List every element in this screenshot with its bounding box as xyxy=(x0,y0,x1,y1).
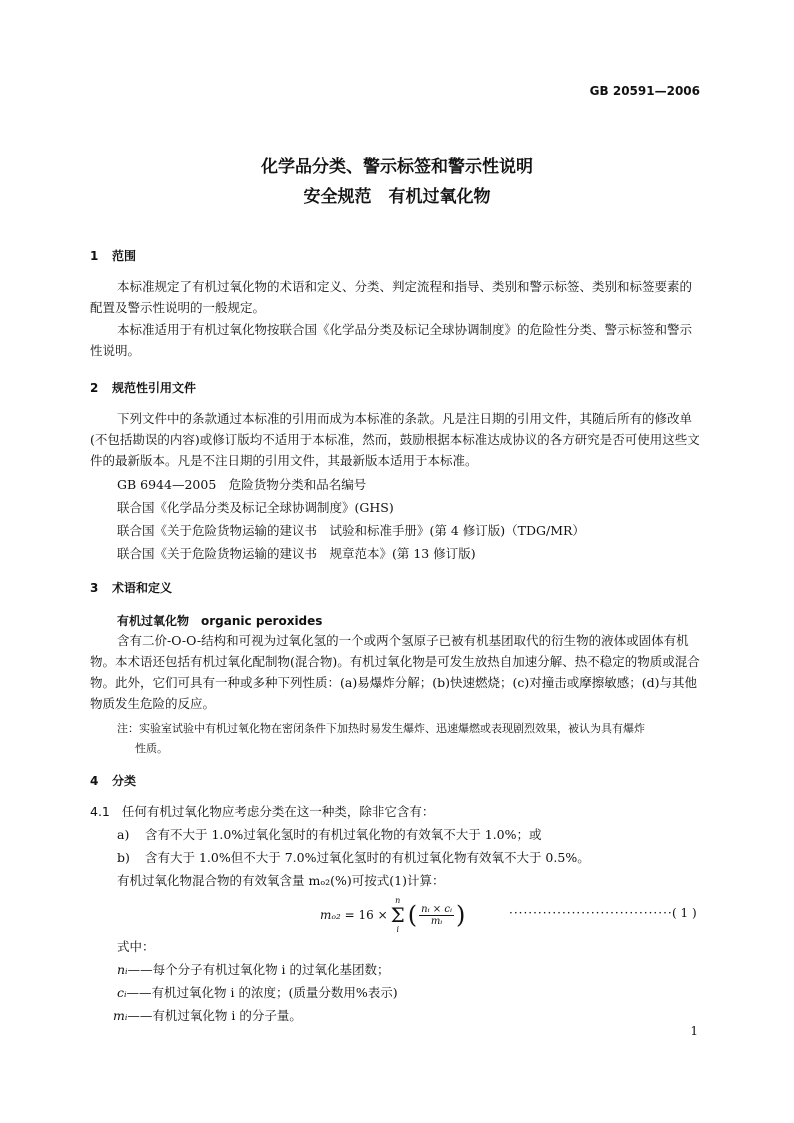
section-1-paragraph-2: 本标准适用于有机过氧化物按联合国《化学品分类及标记全球协调制度》的危险性分类、警示标签和警示性说明。 xyxy=(90,322,693,358)
sum-upper-limit: n xyxy=(395,896,401,905)
section-number: 2 xyxy=(90,381,99,395)
variable-definition xyxy=(117,959,390,980)
note-line-1: 注：实验室试验中有机过氧化物在密闭条件下加热时易发生爆炸、迅速爆燃或表现剧烈效果，被认为具有爆炸 xyxy=(117,722,645,735)
section-number: 1 xyxy=(90,249,99,263)
fraction xyxy=(419,904,454,927)
term-english: organic peroxides xyxy=(201,614,323,628)
note-line-2: 性质。 xyxy=(135,742,168,755)
section-title: 规范性引用文件 xyxy=(112,381,197,395)
section-2-heading xyxy=(90,379,196,396)
summation-symbol: n Σ i xyxy=(390,896,405,934)
section-title: 范围 xyxy=(112,249,137,263)
section-number: 3 xyxy=(90,581,99,595)
variable-description: ——有机过氧化物 i 的浓度；(质量分数用%表示) xyxy=(126,985,398,1000)
reference-item: 联合国《关于危险货物运输的建议书 试验和标准手册》(第 4 修订版)（TDG/MR） xyxy=(117,523,585,538)
section-title: 分类 xyxy=(112,774,137,788)
formula-lhs: mₒ₂ xyxy=(320,908,341,922)
formula-intro: 有机过氧化物混合物的有效氧含量 mₒ₂(%)可按式(1)计算： xyxy=(117,873,445,888)
variable-symbol: cᵢ xyxy=(117,985,127,1000)
standard-number: GB 20591—2006 xyxy=(589,84,700,98)
note xyxy=(117,719,705,759)
section-3-heading xyxy=(90,579,172,596)
section-title: 术语和定义 xyxy=(112,581,173,595)
term-definition: 含有二价-O-O-结构和可视为过氧化氢的一个或两个氢原子已被有机基团取代的衍生物的液体或固体有机物。本术语还包括有机过氧化配制物(混合物)。有机过氧化物是可发生放热自加速分解、热不稳定的物质或混合物。此外，它们可具有一种或多种下列性质：(a)易爆炸分解；(b)快速燃烧；(c)对撞击或摩擦敏感；(d)与其他物质发生危险的反应。 xyxy=(90,633,700,711)
section-number: 4 xyxy=(90,774,99,788)
section-2-paragraph: 下列文件中的条款通过本标准的引用而成为本标准的条款。凡是注日期的引用文件，其随后所有的修改单(不包括勘误的内容)或修订版均不适用于本标准，然而，鼓励根据本标准达成协议的各方研究是否可使用这些文件的最新版本。凡是不注日期的引用文件，其最新版本适用于本标准。 xyxy=(90,411,700,468)
term-chinese: 有机过氧化物 xyxy=(117,614,190,628)
reference-item: GB 6944—2005 危险货物分类和品名编号 xyxy=(117,477,367,492)
variable-definition xyxy=(117,982,398,1003)
list-text: 含有不大于 1.0%过氧化氢时的有机过氧化物的有效氧不大于 1.0%；或 xyxy=(145,827,542,842)
term-entry xyxy=(117,612,322,629)
where-label: 式中： xyxy=(117,939,155,954)
variable-symbol: mᵢ xyxy=(113,1008,128,1023)
variable-definition xyxy=(113,1005,302,1026)
page-number: 1 xyxy=(690,1024,698,1038)
list-marker: a) xyxy=(117,827,130,842)
fraction-numerator: nᵢ × cᵢ xyxy=(421,903,452,915)
variable-description: ——有机过氧化物 i 的分子量。 xyxy=(127,1008,302,1023)
clause-number: 4.1 xyxy=(90,804,110,819)
reference-item: 联合国《关于危险货物运输的建议书 规章范本》(第 13 修订版) xyxy=(117,546,476,561)
section-1-heading xyxy=(90,247,136,264)
document-title-line1: 化学品分类、警示标签和警示性说明 xyxy=(261,157,533,177)
variable-symbol: nᵢ xyxy=(117,962,128,977)
clause-text: 任何有机过氧化物应考虑分类在这一种类，除非它含有： xyxy=(121,804,435,819)
list-text: 含有大于 1.0%但不大于 7.0%过氧化氢时的有机过氧化物有效氧不大于 0.5%。 xyxy=(145,850,590,865)
formula-1: mₒ₂ = 16 × n Σ i ( $\frac{\text{nᵢ × cᵢ}}{\text{mᵢ}}$ ) xyxy=(320,896,466,934)
sum-lower-limit: i xyxy=(396,925,399,934)
leader-dots: ·································· xyxy=(509,906,673,920)
variable-description: ——每个分子有机过氧化物 i 的过氧化基团数； xyxy=(127,962,390,977)
document-title-line2: 安全规范 有机过氧化物 xyxy=(303,187,491,207)
clause-4-1 xyxy=(90,801,434,822)
section-1-paragraph-1: 本标准规定了有机过氧化物的术语和定义、分类、判定流程和指导、类别和警示标签、类别和标签要素的配置及警示性说明的一般规定。 xyxy=(90,279,693,315)
section-4-heading xyxy=(90,772,136,789)
formula-coefficient: = 16 × xyxy=(344,908,388,922)
reference-item: 联合国《化学品分类及标记全球协调制度》(GHS) xyxy=(117,500,394,515)
fraction-denominator: mᵢ xyxy=(430,915,443,927)
list-item-b xyxy=(117,847,590,868)
list-item-a xyxy=(117,824,541,845)
list-marker: b) xyxy=(117,850,130,865)
equation-number: ( 1 ) xyxy=(672,906,697,920)
